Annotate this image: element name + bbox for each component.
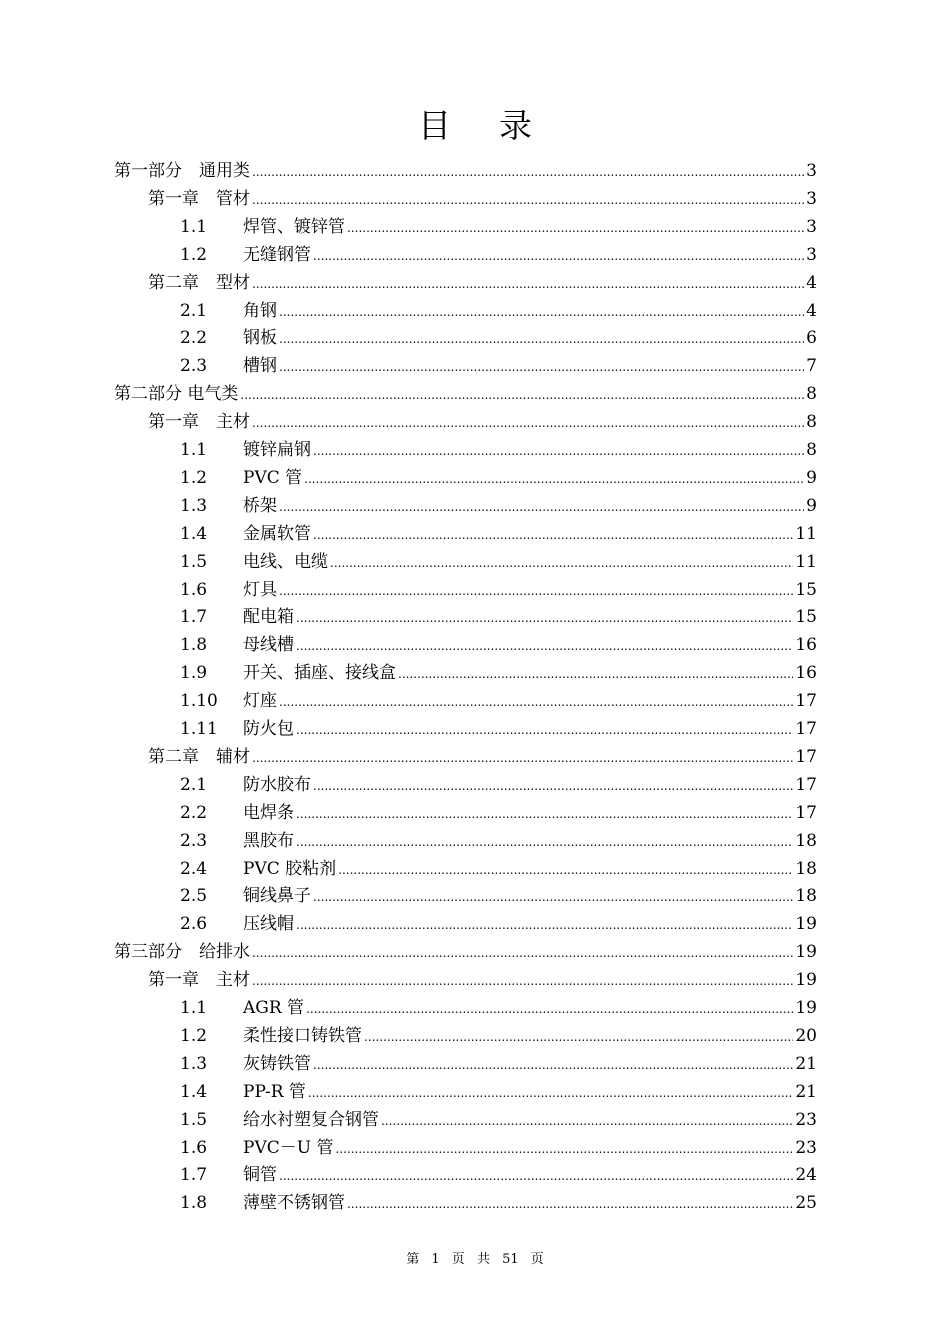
toc-row[interactable]	[0, 1134, 950, 1162]
page-footer	[0, 1248, 950, 1267]
toc-entry-page: 3	[806, 216, 817, 237]
toc-entry-page: 19	[795, 998, 817, 1018]
toc-leader-dots	[338, 856, 793, 884]
toc-entry-number: 1.6	[180, 1137, 208, 1158]
toc-leader-dots	[252, 744, 793, 772]
toc-title	[0, 100, 950, 147]
toc-entry-number: 1.1	[180, 216, 208, 237]
toc-row[interactable]	[0, 408, 950, 436]
toc-entry-number: 1.4	[180, 523, 208, 544]
toc-entry-page: 23	[795, 1109, 817, 1130]
toc-entry[interactable]	[180, 492, 817, 521]
toc-entry-page: 6	[806, 328, 817, 349]
toc-entry-page: 17	[795, 774, 817, 795]
toc-entry-number: 2.2	[180, 802, 208, 823]
title-char-2: 录	[499, 106, 532, 145]
toc-entry[interactable]	[180, 1189, 817, 1218]
toc-entry-label: 第二部分 电气类	[114, 384, 239, 405]
toc-row[interactable]	[0, 520, 950, 548]
toc-entry-label: 灯具	[243, 579, 277, 600]
toc-entry-number: 1.3	[180, 495, 208, 516]
toc-entry-page: 3	[806, 244, 817, 265]
toc-entry-label: PVC 胶粘剂	[243, 858, 337, 879]
toc-entry-number: 1.3	[180, 1053, 208, 1074]
toc-entry-number: 1.1	[180, 998, 208, 1018]
toc-row[interactable]	[0, 603, 950, 631]
toc-row[interactable]	[0, 297, 950, 325]
toc-leader-dots	[296, 604, 793, 632]
toc-entry-page: 4	[806, 300, 817, 321]
toc-row[interactable]	[0, 743, 950, 771]
toc-entry-page: 11	[795, 523, 817, 544]
toc-entry[interactable]	[180, 827, 817, 856]
toc-entry-number: 1.11	[180, 719, 218, 739]
toc-row[interactable]	[0, 436, 950, 464]
toc-entry[interactable]	[180, 520, 817, 549]
toc-row[interactable]	[0, 324, 950, 352]
toc-entry-label: 第一章 主材	[148, 970, 250, 991]
toc-row[interactable]	[0, 855, 950, 883]
footer-total-pages: 51	[502, 1252, 519, 1267]
toc-entry-page: 3	[806, 161, 817, 181]
toc-row[interactable]	[0, 966, 950, 994]
toc-entry-number: 2.4	[180, 858, 208, 879]
toc-entry[interactable]	[180, 855, 817, 884]
toc-leader-dots	[252, 186, 804, 214]
toc-leader-dots	[296, 800, 793, 828]
toc-entry-page: 15	[795, 579, 817, 600]
toc-entry[interactable]	[148, 966, 817, 995]
toc-leader-dots	[306, 995, 793, 1023]
toc-entry[interactable]	[180, 771, 817, 800]
toc-row[interactable]	[0, 659, 950, 687]
toc-entry-page: 19	[795, 914, 817, 935]
toc-entry-number: 1.1	[180, 440, 208, 460]
toc-row[interactable]	[0, 1189, 950, 1217]
toc-entry[interactable]	[180, 352, 817, 381]
toc-entry-label: 灰铸铁管	[243, 1053, 311, 1074]
toc-entry-page: 15	[795, 607, 817, 628]
toc-entry-label: 薄壁不锈钢管	[243, 1193, 345, 1214]
toc-entry[interactable]	[180, 687, 817, 716]
toc-entry[interactable]	[180, 994, 817, 1023]
toc-row[interactable]	[0, 1106, 950, 1134]
toc-leader-dots	[308, 1079, 793, 1107]
toc-entry[interactable]	[148, 269, 817, 298]
toc-entry[interactable]	[180, 241, 817, 270]
toc-entry[interactable]	[180, 1161, 817, 1190]
toc-entry-label: 金属软管	[243, 523, 311, 544]
toc-entry-label: PVC 管	[243, 467, 303, 488]
toc-entry-label: 第二章 型材	[148, 272, 250, 293]
toc-entry-page: 20	[795, 1025, 817, 1046]
toc-row[interactable]	[0, 1022, 950, 1050]
toc-entry-label: 电线、电缆	[243, 551, 328, 572]
toc-entry-page: 17	[795, 802, 817, 823]
toc-entry-page: 9	[806, 495, 817, 516]
toc-leader-dots	[313, 772, 793, 800]
toc-entry-number: 1.2	[180, 467, 208, 488]
toc-entry-page: 16	[795, 663, 817, 684]
toc-entry-number: 1.7	[180, 1165, 208, 1186]
toc-entry-number: 2.1	[180, 300, 208, 321]
toc-entry-page: 4	[806, 272, 817, 293]
toc-leader-dots	[252, 409, 804, 437]
toc-entry-number: 2.6	[180, 914, 208, 935]
toc-entry-label: 第二章 辅材	[148, 746, 250, 767]
toc-entry-number: 1.2	[180, 244, 208, 265]
title-char-1: 目	[418, 106, 451, 145]
toc-leader-dots	[296, 828, 793, 856]
toc-entry-number: 2.3	[180, 830, 208, 851]
toc-entry-label: 第一章 主材	[148, 412, 250, 433]
toc-row[interactable]	[0, 715, 950, 743]
toc-entry[interactable]	[180, 882, 817, 911]
toc-leader-dots	[279, 1162, 793, 1190]
toc-entry-number: 1.9	[180, 663, 208, 684]
toc-row[interactable]	[0, 548, 950, 576]
toc-entry[interactable]	[148, 743, 817, 772]
toc-entry-label: 焊管、镀锌管	[243, 216, 345, 237]
toc-row[interactable]	[0, 1161, 950, 1189]
toc-entry-page: 21	[795, 1081, 817, 1102]
toc-entry-page: 23	[795, 1137, 817, 1158]
toc-entry-number: 1.8	[180, 635, 208, 656]
toc-row[interactable]	[0, 1050, 950, 1078]
toc-entry[interactable]	[180, 213, 817, 242]
toc-entry-label: 配电箱	[243, 607, 294, 628]
toc-entry-number: 1.2	[180, 1025, 208, 1046]
toc-row[interactable]	[0, 352, 950, 380]
toc-entry[interactable]	[180, 1050, 817, 1079]
toc-entry-label: 第一部分 通用类	[114, 161, 250, 181]
toc-entry-number: 1.7	[180, 607, 208, 628]
toc-entry-page: 18	[795, 886, 817, 907]
toc-entry-page: 7	[806, 356, 817, 377]
toc-entry-label: 镀锌扁钢	[243, 440, 311, 460]
toc-entry-page: 8	[806, 384, 817, 405]
toc-entry-page: 24	[795, 1165, 817, 1186]
toc-entry-label: 黑胶布	[243, 830, 294, 851]
toc-entry-page: 17	[795, 691, 817, 712]
toc-leader-dots	[279, 298, 804, 326]
footer-current-page: 1	[431, 1252, 440, 1267]
toc-leader-dots	[364, 1023, 793, 1051]
toc-entry-page: 8	[806, 412, 817, 433]
toc-entry[interactable]	[180, 297, 817, 326]
toc-row[interactable]	[0, 464, 950, 492]
toc-entry-label: 给水衬塑复合钢管	[243, 1109, 379, 1130]
toc-entry[interactable]	[114, 157, 817, 186]
toc-entry[interactable]	[180, 324, 817, 353]
toc-leader-dots	[252, 158, 804, 186]
toc-leader-dots	[313, 1051, 793, 1079]
toc-leader-dots	[313, 521, 793, 549]
toc-entry[interactable]	[180, 436, 817, 465]
toc-row[interactable]	[0, 380, 950, 408]
toc-leader-dots	[347, 214, 804, 242]
toc-row[interactable]	[0, 994, 950, 1022]
toc-entry-number: 2.1	[180, 774, 208, 795]
toc-entry-page: 18	[795, 830, 817, 851]
toc-entry[interactable]	[180, 576, 817, 605]
toc-entry-page: 17	[795, 719, 817, 739]
toc-entry[interactable]	[180, 1022, 817, 1051]
toc-row[interactable]	[0, 687, 950, 715]
toc-entry-number: 2.3	[180, 356, 208, 377]
toc-entry-page: 3	[806, 188, 817, 209]
toc-row[interactable]	[0, 631, 950, 659]
toc-leader-dots	[347, 1190, 793, 1218]
toc-entry-page: 11	[795, 551, 817, 572]
toc-entry-label: 防水胶布	[243, 774, 311, 795]
toc-entry[interactable]	[180, 548, 817, 577]
toc-row[interactable]	[0, 241, 950, 269]
toc-entry[interactable]	[180, 715, 817, 744]
toc-leader-dots	[313, 883, 793, 911]
toc-entry[interactable]	[148, 408, 817, 437]
toc-entry-label: 第一章 管材	[148, 188, 250, 209]
toc-leader-dots	[279, 577, 793, 605]
toc-entry[interactable]	[180, 799, 817, 828]
toc-row[interactable]	[0, 910, 950, 938]
toc-entry-page: 19	[795, 942, 817, 963]
toc-row[interactable]	[0, 269, 950, 297]
toc-entry-label: 压线帽	[243, 914, 294, 935]
toc-leader-dots	[252, 939, 793, 967]
toc-row[interactable]	[0, 938, 950, 966]
toc-leader-dots	[304, 465, 804, 493]
toc-entry-number: 1.6	[180, 579, 208, 600]
toc-entry-label: 防火包	[243, 719, 294, 739]
toc-entry-label: 开关、插座、接线盒	[243, 663, 396, 684]
toc-leader-dots	[252, 270, 804, 298]
toc-entry[interactable]	[114, 938, 817, 967]
toc-row[interactable]	[0, 771, 950, 799]
toc-entry-label: PP-R 管	[243, 1081, 306, 1102]
toc-entry-label: 灯座	[243, 691, 277, 712]
footer-ye: 页	[451, 1252, 465, 1267]
toc-entry[interactable]	[180, 1134, 817, 1163]
toc-entry-label: 柔性接口铸铁管	[243, 1025, 362, 1046]
toc-entry[interactable]	[180, 1106, 817, 1135]
toc-row[interactable]	[0, 157, 950, 185]
toc-leader-dots	[313, 242, 804, 270]
toc-entry-label: 桥架	[243, 495, 277, 516]
toc-entry-label: AGR 管	[243, 998, 305, 1018]
toc-leader-dots	[252, 967, 793, 995]
toc-leader-dots	[335, 1135, 793, 1163]
toc-entry-label: 无缝钢管	[243, 244, 311, 265]
footer-di: 第	[406, 1252, 420, 1267]
toc-entry[interactable]	[180, 603, 817, 632]
toc-entry-page: 8	[806, 440, 817, 460]
toc-leader-dots	[279, 493, 804, 521]
toc-entry-page: 21	[795, 1053, 817, 1074]
toc-entry-number: 1.5	[180, 1109, 208, 1130]
toc-entry-label: PVC－U 管	[243, 1137, 334, 1158]
toc-entry-label: 角钢	[243, 300, 277, 321]
toc-leader-dots	[296, 632, 793, 660]
toc-leader-dots	[240, 381, 804, 409]
toc-entry[interactable]	[180, 659, 817, 688]
toc-entry-label: 钢板	[243, 328, 277, 349]
toc-entry-number: 1.10	[180, 691, 218, 712]
toc-leader-dots	[279, 688, 793, 716]
toc-entry-label: 第三部分 给排水	[114, 942, 250, 963]
toc-entry-number: 2.5	[180, 886, 208, 907]
toc-entry-page: 25	[795, 1193, 817, 1214]
toc-entry-number: 1.4	[180, 1081, 208, 1102]
toc-row[interactable]	[0, 492, 950, 520]
toc-leader-dots	[398, 660, 793, 688]
toc-entry[interactable]	[114, 380, 817, 409]
toc-row[interactable]	[0, 576, 950, 604]
toc-row[interactable]	[0, 882, 950, 910]
toc-entry-number: 2.2	[180, 328, 208, 349]
toc-row[interactable]	[0, 213, 950, 241]
toc-entry-page: 18	[795, 858, 817, 879]
toc-leader-dots	[296, 911, 793, 939]
toc-entry-page: 17	[795, 746, 817, 767]
toc-entry[interactable]	[180, 1078, 817, 1107]
toc-leader-dots	[279, 325, 804, 353]
toc-entry-page: 16	[795, 635, 817, 656]
toc-entry-page: 19	[795, 970, 817, 991]
toc-leader-dots	[279, 353, 804, 381]
toc-leader-dots	[381, 1107, 793, 1135]
toc-leader-dots	[296, 716, 793, 744]
toc-entry-page: 9	[806, 467, 817, 488]
toc-entry-label: 电焊条	[243, 802, 294, 823]
toc-entry[interactable]	[148, 185, 817, 214]
toc-entry[interactable]	[180, 631, 817, 660]
toc-entry-number: 1.8	[180, 1193, 208, 1214]
toc-entry-label: 铜线鼻子	[243, 886, 311, 907]
toc-row[interactable]	[0, 185, 950, 213]
toc-leader-dots	[330, 549, 793, 577]
toc-entry[interactable]	[180, 464, 817, 493]
toc-entry-number: 1.5	[180, 551, 208, 572]
toc-row[interactable]	[0, 827, 950, 855]
toc-row[interactable]	[0, 1078, 950, 1106]
toc-entry-label: 槽钢	[243, 356, 277, 377]
toc-row[interactable]	[0, 799, 950, 827]
toc-entry[interactable]	[180, 910, 817, 939]
toc-entry-label: 母线槽	[243, 635, 294, 656]
toc-leader-dots	[313, 437, 804, 465]
footer-ye-2: 页	[530, 1252, 544, 1267]
footer-gong: 共	[476, 1252, 490, 1267]
toc-entry-label: 铜管	[243, 1165, 277, 1186]
